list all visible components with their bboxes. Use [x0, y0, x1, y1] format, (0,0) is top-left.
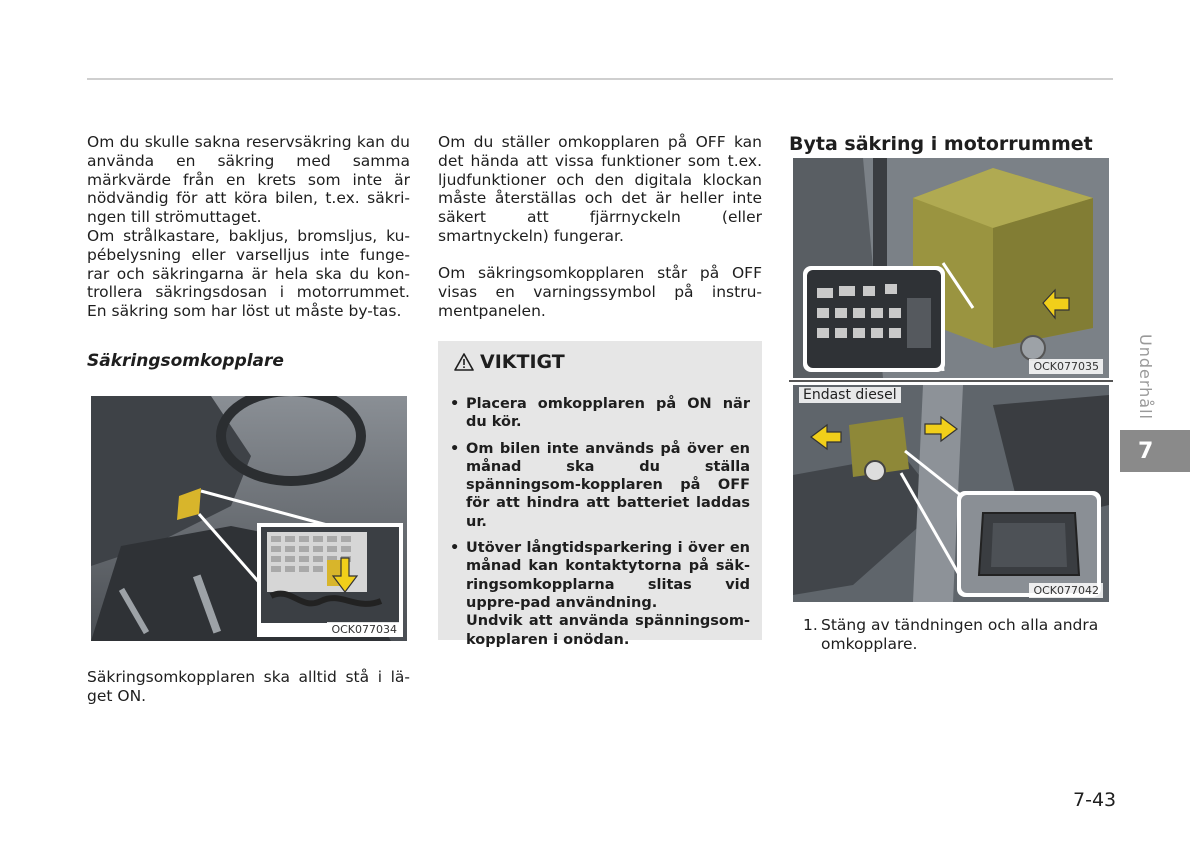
notice-item: • Utöver långtidsparkering i över en månad kan kontaktytorna på säk-ringsomkopplarna slitas vid uppre-pad användning. Undvik att använda spänningsom-kopplaren i onödan.	[450, 539, 750, 649]
notice-item: • Om bilen inte används på över en månad ska du ställa spänningsom-kopplaren på OFF för att hindra att batteriet laddas ur.	[450, 440, 750, 531]
spare-fuse-paragraph: Om du skulle sakna reservsäkring kan du använda en säkring med samma märkvärde från en krets som inte är nödvändig för att köra bilen, t.ex. säkri-ngen till strömuttaget.	[87, 133, 410, 227]
notice-title-text: VIKTIGT	[480, 351, 565, 373]
step-text: Stäng av tändningen och alla andra omkopplare.	[821, 616, 1099, 653]
header-rule	[87, 78, 1113, 80]
fuse-check-paragraph: Om strålkastare, bakljus, bromsljus, ku-pébelysning eller varselljus inte funge-rar och säkringarna är hela ska du kon-trollera säkringsdosan i motorrummet. En säkring som har löst ut måste by-tas.	[87, 226, 410, 321]
engine-bay-illustration	[793, 158, 1109, 378]
figure-code: OCK077035	[1029, 359, 1103, 374]
step-item	[803, 616, 1115, 654]
fuse-switch-subheading: Säkringsomkopplare	[87, 351, 284, 371]
important-notice-box	[438, 341, 762, 648]
page-number: 7-43	[1073, 789, 1117, 811]
spare-fuse-paragraphs	[87, 133, 410, 321]
notice-list	[450, 395, 750, 657]
section-heading: Byta säkring i motorrummet	[789, 133, 1093, 155]
notice-title	[454, 351, 565, 373]
fuse-switch-figure	[91, 396, 407, 641]
chapter-tab-label: Underhåll	[1136, 334, 1155, 420]
switch-off-paragraph: Om du ställer omkopplaren på OFF kan det hända att vissa funktioner som t.ex. ljudfunktioner och den digitala klockan måste återställas och det är heller inte säkert att fjärrnyckeln (eller smartnyckeln) fungerar.	[438, 133, 762, 245]
figure-divider	[789, 380, 1113, 382]
notice-item: • Placera omkopplaren på ON när du kör.	[450, 395, 750, 432]
warning-symbol-paragraph: Om säkringsomkopplaren står på OFF visas en varningssymbol på instru-mentpanelen.	[438, 264, 762, 320]
figure-code: OCK077042	[1029, 583, 1103, 598]
diesel-fuse-box-figure	[793, 385, 1109, 602]
engine-fuse-box-figure	[793, 158, 1109, 378]
chapter-tab-number: 7	[1120, 430, 1190, 472]
diesel-engine-illustration	[793, 385, 1109, 602]
step-number: 1.	[803, 616, 818, 634]
figure-caption: Endast diesel	[799, 387, 901, 403]
figure-code: OCK077034	[327, 622, 401, 637]
fuse-switch-on-paragraph: Säkringsomkopplaren ska alltid stå i lä-get ON.	[87, 668, 410, 705]
car-interior-illustration	[91, 396, 407, 641]
warning-triangle-icon	[454, 353, 474, 371]
